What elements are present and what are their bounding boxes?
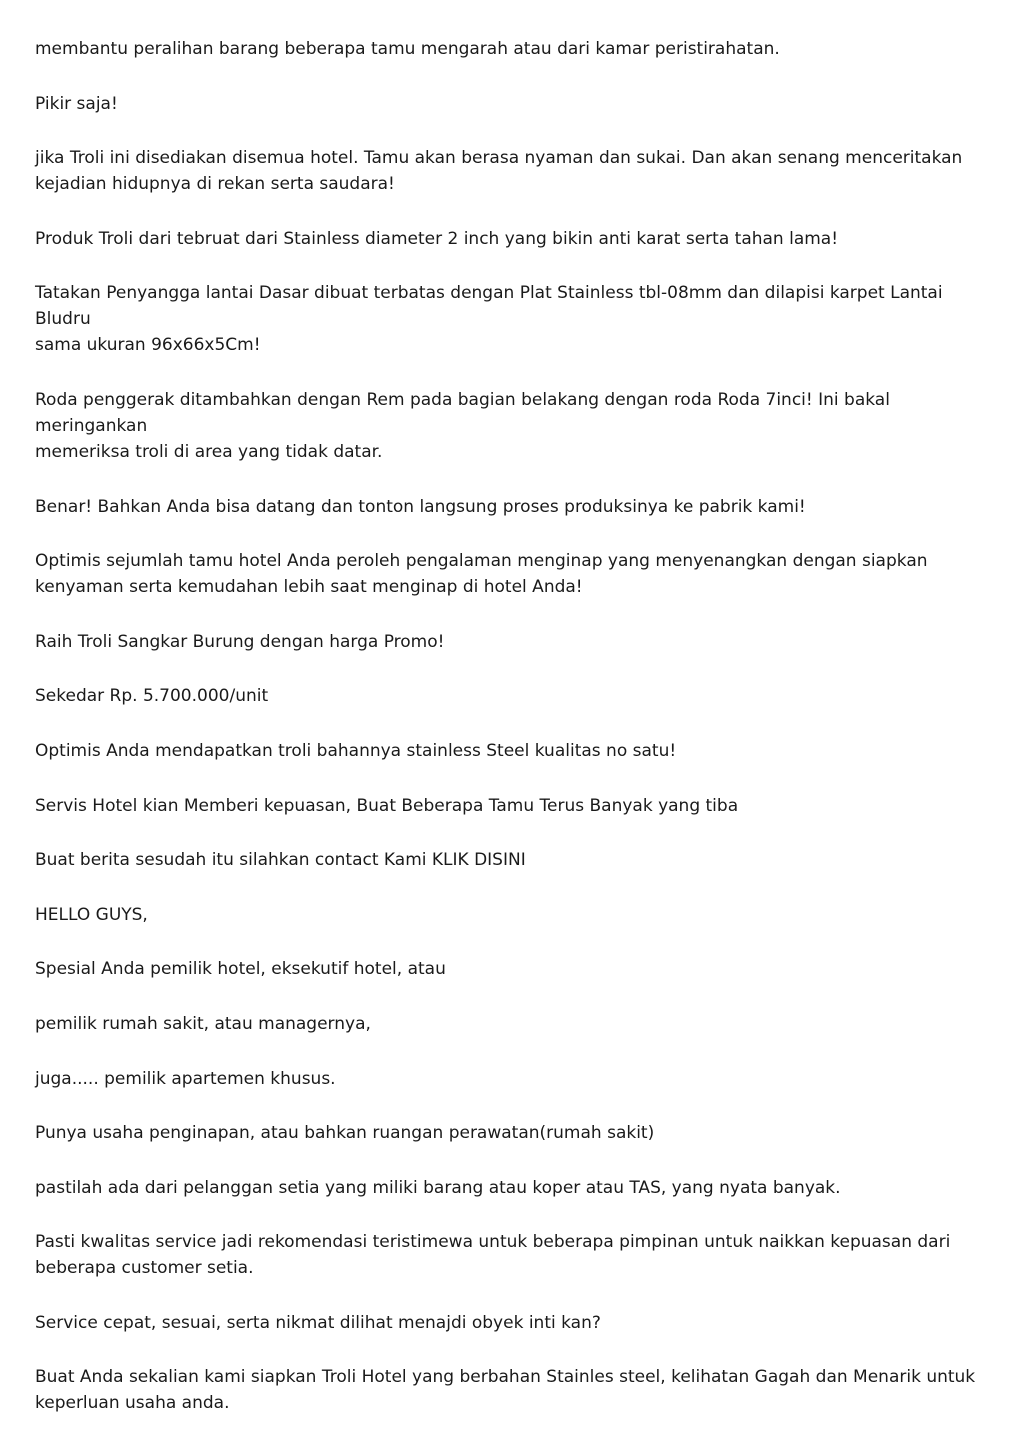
- paragraph: Servis Hotel kian Memberi kepuasan, Buat Beberapa Tamu Terus Banyak yang tiba: [35, 795, 739, 816]
- paragraph: juga..... pemilik apartemen khusus.: [35, 1068, 336, 1089]
- greeting-heading: HELLO GUYS,: [35, 904, 148, 925]
- price-text: Sekedar Rp. 5.700.000/unit: [35, 686, 269, 707]
- paragraph: Tatakan Penyangga lantai Dasar dibuat terbatas dengan Plat Stainless tbl-08mm dan dilapisi karpet Lantai Bludru sama ukuran 96x66x5Cm!: [35, 283, 943, 356]
- paragraph: Spesial Anda pemilik hotel, eksekutif hotel, atau: [35, 959, 446, 980]
- paragraph: jika Troli ini disediakan disemua hotel. Tamu akan berasa nyaman dan sukai. Dan akan senang menceritakan kejadian hidupnya di rekan serta saudara!: [35, 148, 963, 195]
- paragraph: pemilik rumah sakit, atau managernya,: [35, 1013, 371, 1034]
- paragraph: Optimis Anda mendapatkan troli bahannya stainless Steel kualitas no satu!: [35, 740, 677, 761]
- paragraph: Punya usaha penginapan, atau bahkan ruangan perawatan(rumah sakit): [35, 1123, 655, 1144]
- document-page: [35, 36, 995, 1416]
- promo-headline: Raih Troli Sangkar Burung dengan harga Promo!: [35, 631, 445, 652]
- paragraph: Pikir saja!: [35, 93, 118, 114]
- paragraph: Buat Anda sekalian kami siapkan Troli Hotel yang berbahan Stainles steel, kelihatan Gagah dan Menarik untuk keperluan usaha anda.: [35, 1367, 976, 1414]
- paragraph: Roda penggerak ditambahkan dengan Rem pada bagian belakang dengan roda Roda 7inci! Ini bakal meringankan memeriksa troli di area yang tidak datar.: [35, 389, 890, 462]
- paragraph: membantu peralihan barang beberapa tamu mengarah atau dari kamar peristirahatan.: [35, 39, 780, 59]
- paragraph: Benar! Bahkan Anda bisa datang dan tonton langsung proses produksinya ke pabrik kami!: [35, 496, 806, 517]
- paragraph: Service cepat, sesuai, serta nikmat dilihat menajdi obyek inti kan?: [35, 1312, 601, 1333]
- paragraph: Produk Troli dari tebruat dari Stainless diameter 2 inch yang bikin anti karat serta tahan lama!: [35, 228, 839, 249]
- contact-paragraph: Buat berita sesudah itu silahkan contact Kami KLIK DISINI: [35, 850, 526, 871]
- paragraph: Optimis sejumlah tamu hotel Anda peroleh pengalaman menginap yang menyenangkan dengan siapkan kenyaman serta kemudahan lebih saat menginap di hotel Anda!: [35, 551, 928, 598]
- paragraph: Pasti kwalitas service jadi rekomendasi teristimewa untuk beberapa pimpinan untuk naikkan kepuasan dari beberapa customer setia.: [35, 1232, 951, 1279]
- paragraph: pastilah ada dari pelanggan setia yang miliki barang atau koper atau TAS, yang nyata banyak.: [35, 1177, 841, 1198]
